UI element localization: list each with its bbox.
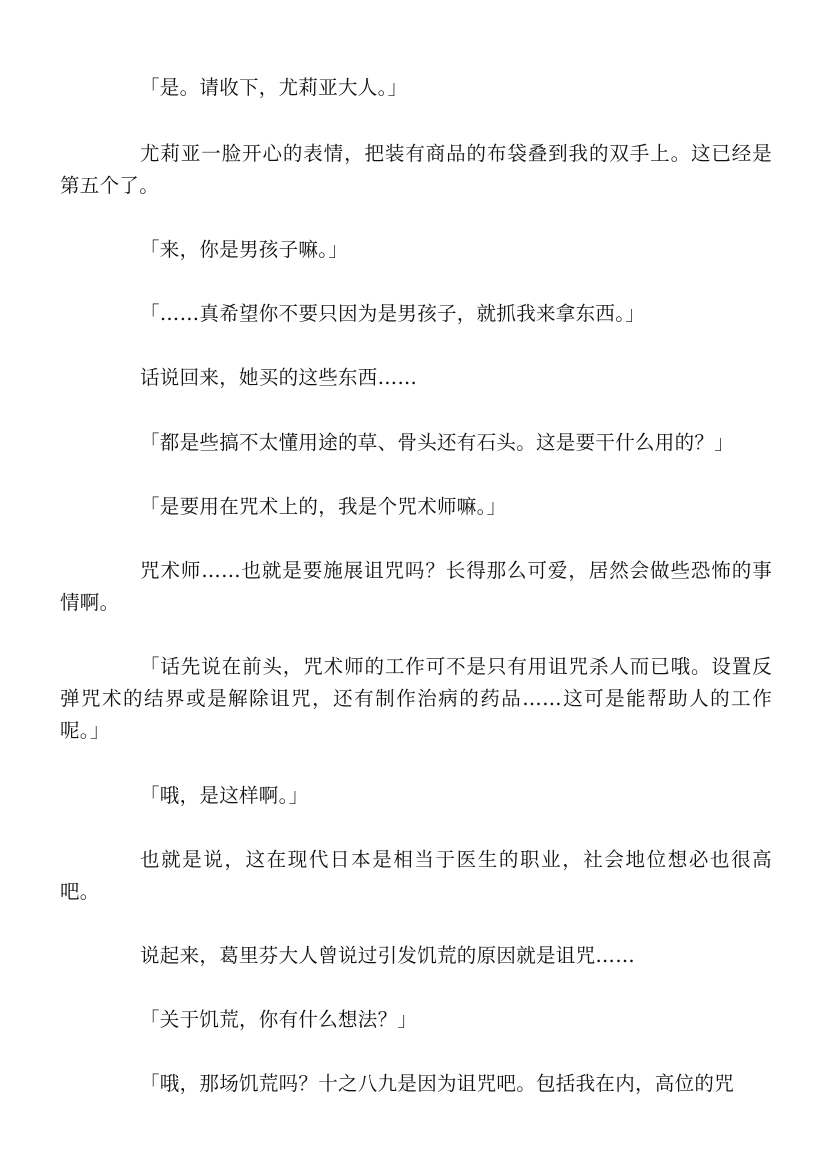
paragraph-11: 也就是说，这在现代日本是相当于医生的职业，社会地位想必也很高吧。 bbox=[60, 848, 772, 903]
paragraph-13: 「关于饥荒，你有什么想法？」 bbox=[140, 1008, 418, 1031]
paragraph-8: 咒术师……也就是要施展诅咒吗？长得那么可爱，居然会做些恐怖的事情啊。 bbox=[60, 559, 772, 614]
paragraph-9: 「话先说在前头，咒术师的工作可不是只有用诅咒杀人而已哦。设置反弹咒术的结界或是解除诅咒，还有制作治病的药品……这可是能帮助人的工作呢。」 bbox=[60, 655, 772, 742]
paragraph-12: 说起来，葛里芬大人曾说过引发饥荒的原因就是诅咒…… bbox=[140, 944, 636, 967]
paragraph-4: 「……真希望你不要只因为是男孩子，就抓我来拿东西。」 bbox=[140, 302, 646, 325]
paragraph-3: 「来，你是男孩子嘛。」 bbox=[140, 238, 349, 261]
paragraph-14: 「哦，那场饥荒吗？十之八九是因为诅咒吧。包括我在内，高位的咒 bbox=[140, 1072, 735, 1095]
paragraph-10: 「哦，是这样啊。」 bbox=[140, 784, 309, 807]
paragraph-2: 尤莉亚一脸开心的表情，把装有商品的布袋叠到我的双手上。这已经是第五个了。 bbox=[60, 142, 772, 197]
paragraph-7: 「是要用在咒术上的，我是个咒术师嘛。」 bbox=[140, 495, 507, 518]
paragraph-1: 「是。请收下，尤莉亚大人。」 bbox=[140, 76, 408, 99]
paragraph-6: 「都是些搞不太懂用途的草、骨头还有石头。这是要干什么用的？」 bbox=[140, 431, 735, 454]
paragraph-5: 话说回来，她买的这些东西…… bbox=[140, 366, 418, 389]
